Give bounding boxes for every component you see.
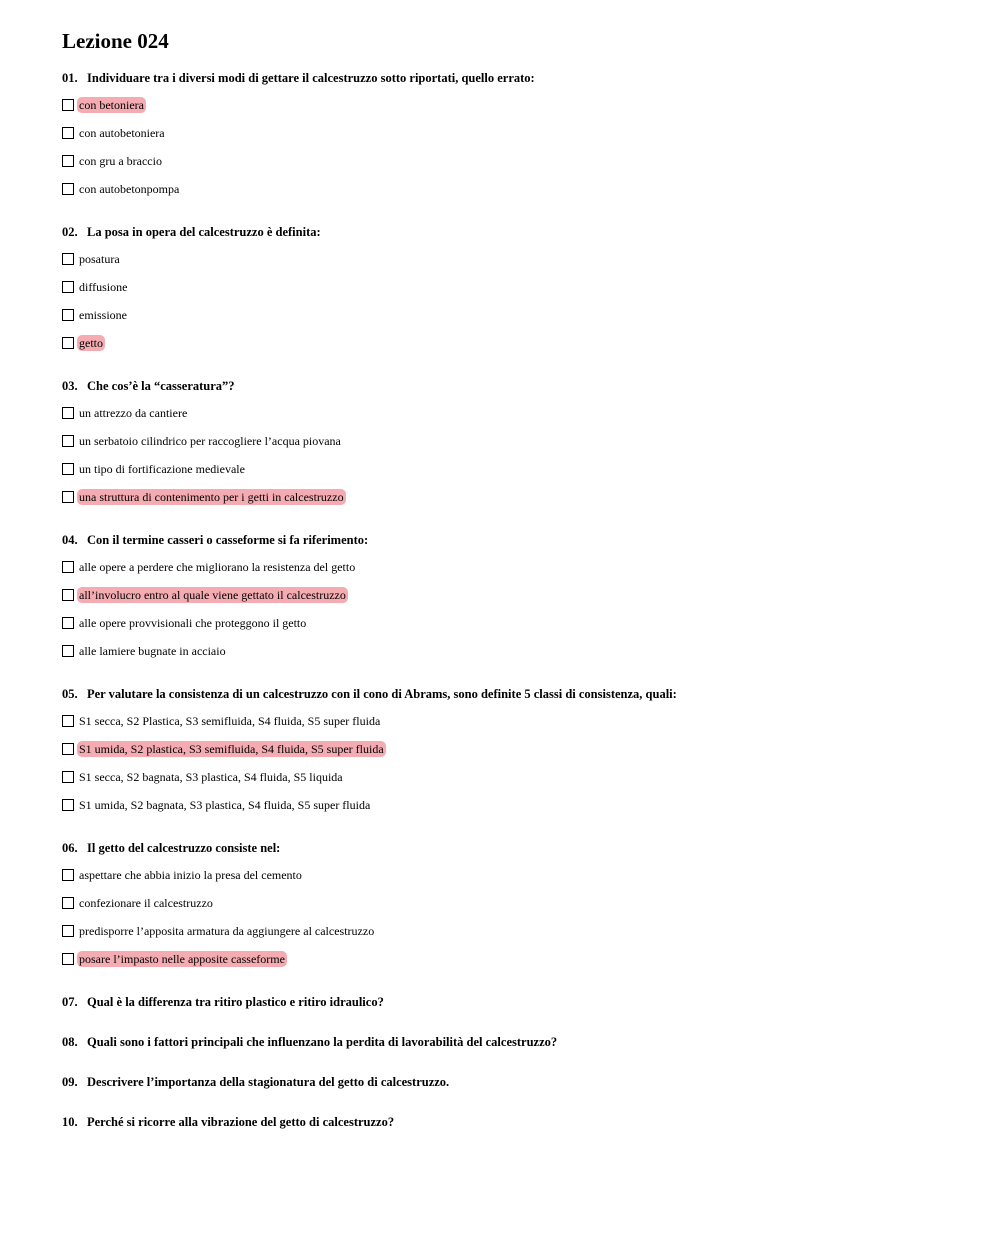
checkbox-icon[interactable] [62, 309, 74, 321]
question-block [62, 1114, 962, 1130]
question-heading [62, 994, 962, 1010]
question-heading [62, 224, 962, 240]
question-text: La posa in opera del calcestruzzo è definita: [87, 225, 321, 239]
question-text: Il getto del calcestruzzo consiste nel: [87, 841, 281, 855]
answer-option-label: un attrezzo da cantiere [79, 406, 188, 420]
answer-option-label-highlighted: posare l’impasto nelle apposite casseforme [79, 952, 285, 966]
answer-option [62, 894, 962, 912]
answer-option-label: S1 secca, S2 Plastica, S3 semifluida, S4 fluida, S5 super fluida [79, 714, 381, 728]
question-block [62, 1074, 962, 1090]
answer-option [62, 152, 962, 170]
answer-options [62, 558, 962, 660]
answer-option-label-highlighted: S1 umida, S2 plastica, S3 semifluida, S4 fluida, S5 super fluida [79, 742, 384, 756]
question-block [62, 994, 962, 1010]
answer-option [62, 922, 962, 940]
answer-option [62, 950, 962, 968]
checkbox-icon[interactable] [62, 869, 74, 881]
answer-option-label-highlighted: all’involucro entro al quale viene gettato il calcestruzzo [79, 588, 346, 602]
question-number: 03. [62, 379, 78, 393]
checkbox-icon[interactable] [62, 645, 74, 657]
answer-option-label: S1 secca, S2 bagnata, S3 plastica, S4 fluida, S5 liquida [79, 770, 343, 784]
question-text: Qual è la differenza tra ritiro plastico e ritiro idraulico? [87, 995, 384, 1009]
answer-option [62, 334, 962, 352]
question-heading [62, 840, 962, 856]
question-block [62, 378, 962, 506]
question-text: Descrivere l’importanza della stagionatura del getto di calcestruzzo. [87, 1075, 450, 1089]
answer-option [62, 796, 962, 814]
answer-option [62, 740, 962, 758]
answer-option-label: confezionare il calcestruzzo [79, 896, 213, 910]
question-heading [62, 70, 962, 86]
checkbox-icon[interactable] [62, 463, 74, 475]
checkbox-icon[interactable] [62, 715, 74, 727]
answer-options [62, 866, 962, 968]
checkbox-icon[interactable] [62, 743, 74, 755]
question-number: 10. [62, 1115, 78, 1129]
answer-option [62, 586, 962, 604]
answer-option-label: un tipo di fortificazione medievale [79, 462, 245, 476]
checkbox-icon[interactable] [62, 99, 74, 111]
question-block [62, 532, 962, 660]
answer-options [62, 712, 962, 814]
checkbox-icon[interactable] [62, 799, 74, 811]
question-number: 04. [62, 533, 78, 547]
answer-option [62, 250, 962, 268]
checkbox-icon[interactable] [62, 435, 74, 447]
question-number: 06. [62, 841, 78, 855]
question-text: Perché si ricorre alla vibrazione del getto di calcestruzzo? [87, 1115, 395, 1129]
answer-option-label: alle opere a perdere che migliorano la resistenza del getto [79, 560, 356, 574]
checkbox-icon[interactable] [62, 925, 74, 937]
question-number: 05. [62, 687, 78, 701]
answer-option-label: predisporre l’apposita armatura da aggiungere al calcestruzzo [79, 924, 375, 938]
answer-option-label-highlighted: getto [79, 336, 103, 350]
question-heading [62, 532, 962, 548]
checkbox-icon[interactable] [62, 253, 74, 265]
answer-option [62, 432, 962, 450]
question-block [62, 224, 962, 352]
answer-option-label: diffusione [79, 280, 128, 294]
checkbox-icon[interactable] [62, 337, 74, 349]
answer-options [62, 250, 962, 352]
question-heading [62, 686, 962, 702]
answer-options [62, 404, 962, 506]
question-number: 07. [62, 995, 78, 1009]
answer-option-label: un serbatoio cilindrico per raccogliere l’acqua piovana [79, 434, 341, 448]
answer-options [62, 96, 962, 198]
question-block [62, 686, 962, 814]
answer-option [62, 488, 962, 506]
checkbox-icon[interactable] [62, 281, 74, 293]
question-number: 01. [62, 71, 78, 85]
answer-option-label: con autobetonpompa [79, 182, 180, 196]
answer-option-label: alle opere provvisionali che proteggono il getto [79, 616, 307, 630]
answer-option [62, 278, 962, 296]
checkbox-icon[interactable] [62, 407, 74, 419]
checkbox-icon[interactable] [62, 589, 74, 601]
checkbox-icon[interactable] [62, 183, 74, 195]
answer-option [62, 180, 962, 198]
answer-option-label: S1 umida, S2 bagnata, S3 plastica, S4 fluida, S5 super fluida [79, 798, 371, 812]
answer-option [62, 642, 962, 660]
answer-option [62, 96, 962, 114]
question-number: 08. [62, 1035, 78, 1049]
answer-option-label: con gru a braccio [79, 154, 162, 168]
checkbox-icon[interactable] [62, 617, 74, 629]
question-block [62, 1034, 962, 1050]
question-heading [62, 1114, 962, 1130]
question-heading [62, 378, 962, 394]
question-block [62, 70, 962, 198]
answer-option-label-highlighted: con betoniera [79, 98, 144, 112]
page-title: Lezione 024 [62, 29, 169, 53]
question-number: 09. [62, 1075, 78, 1089]
answer-option-label-highlighted: una struttura di contenimento per i getti in calcestruzzo [79, 490, 344, 504]
answer-option [62, 768, 962, 786]
question-text: Con il termine casseri o casseforme si fa riferimento: [87, 533, 369, 547]
checkbox-icon[interactable] [62, 953, 74, 965]
question-text: Per valutare la consistenza di un calcestruzzo con il cono di Abrams, sono definite 5 classi di consistenza, quali: [87, 687, 677, 701]
answer-option [62, 614, 962, 632]
answer-option [62, 124, 962, 142]
answer-option-label: alle lamiere bugnate in acciaio [79, 644, 226, 658]
question-text: Quali sono i fattori principali che influenzano la perdita di lavorabilità del calcestruzzo? [87, 1035, 558, 1049]
question-text: Che cos’è la “casseratura”? [87, 379, 235, 393]
answer-option-label: emissione [79, 308, 127, 322]
answer-option [62, 558, 962, 576]
answer-option [62, 866, 962, 884]
answer-option-label: posatura [79, 252, 120, 266]
answer-option [62, 306, 962, 324]
checkbox-icon[interactable] [62, 155, 74, 167]
answer-option-label: con autobetoniera [79, 126, 165, 140]
checkbox-icon[interactable] [62, 127, 74, 139]
answer-option-label: aspettare che abbia inizio la presa del cemento [79, 868, 302, 882]
question-block [62, 840, 962, 968]
question-list [62, 70, 962, 1130]
answer-option [62, 712, 962, 730]
question-heading [62, 1074, 962, 1090]
checkbox-icon[interactable] [62, 561, 74, 573]
question-number: 02. [62, 225, 78, 239]
answer-option [62, 404, 962, 422]
question-heading [62, 1034, 962, 1050]
answer-option [62, 460, 962, 478]
question-text: Individuare tra i diversi modi di gettare il calcestruzzo sotto riportati, quello errato: [87, 71, 535, 85]
checkbox-icon[interactable] [62, 491, 74, 503]
checkbox-icon[interactable] [62, 771, 74, 783]
document-page [62, 28, 962, 1154]
checkbox-icon[interactable] [62, 897, 74, 909]
